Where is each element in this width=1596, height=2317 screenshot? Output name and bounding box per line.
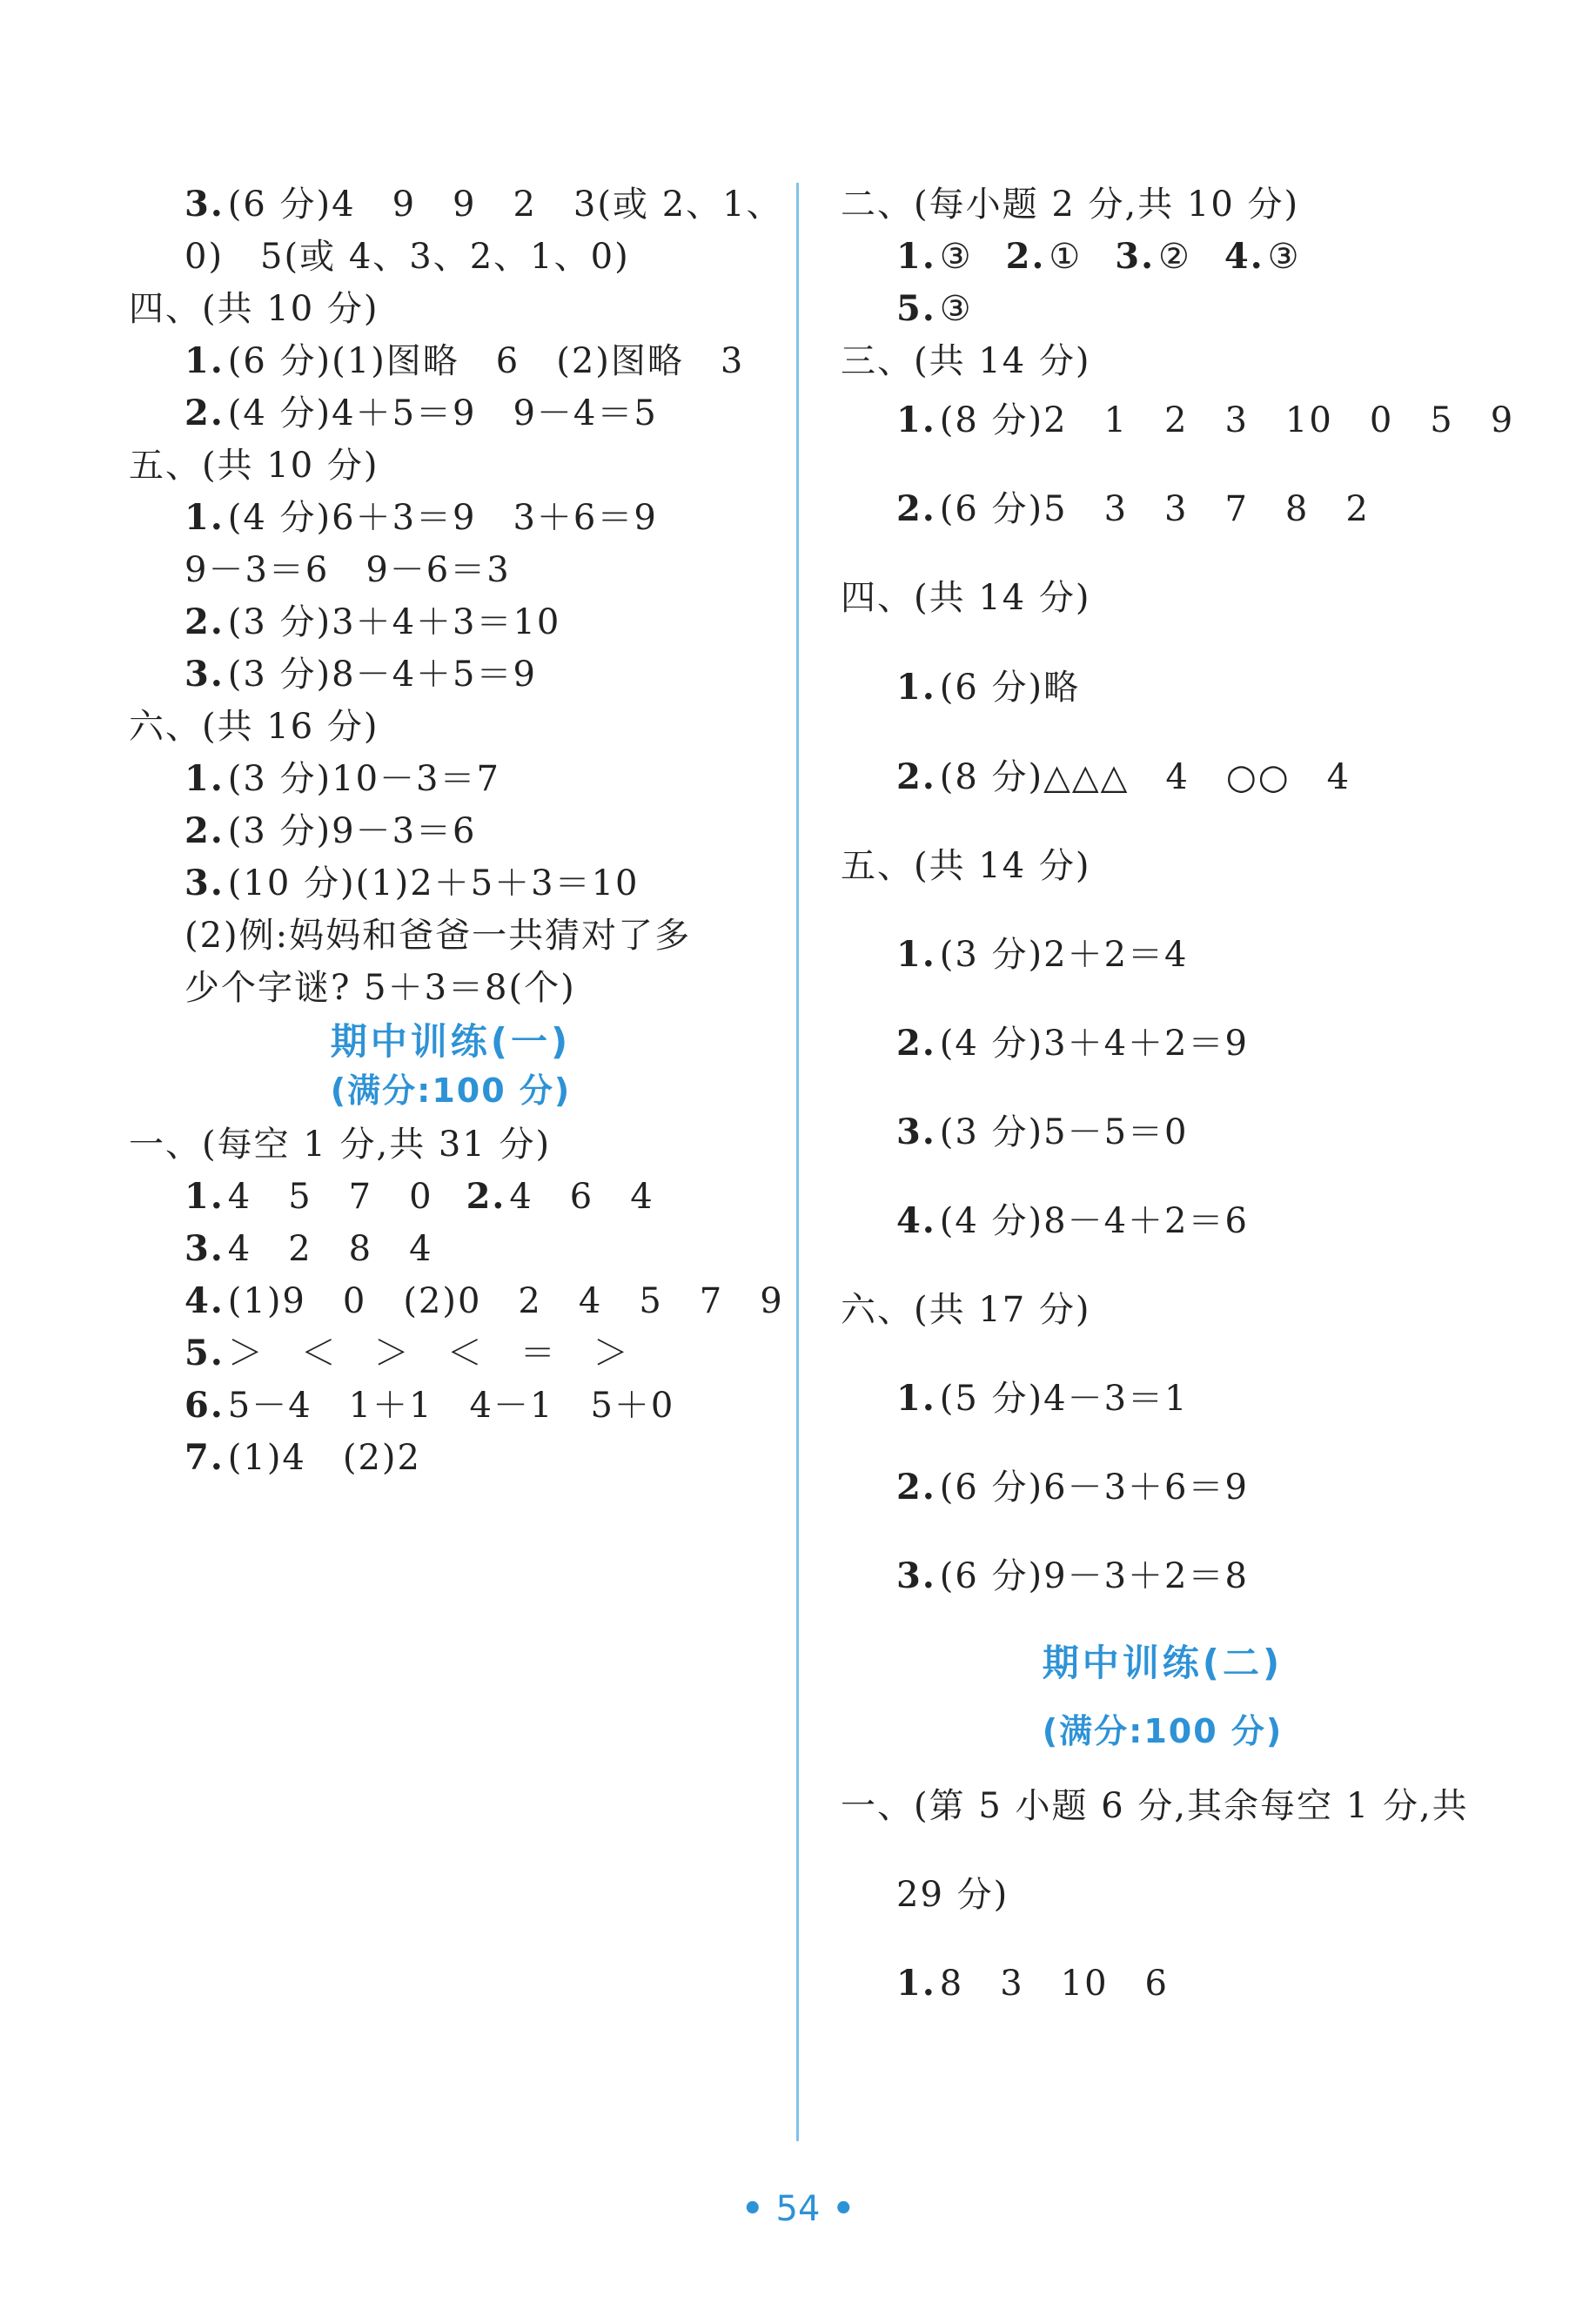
footer-dot: •	[741, 2189, 764, 2229]
answer-line: 1. (6 分)略	[896, 667, 1081, 708]
column-divider	[796, 183, 799, 2141]
answer-line: 2. (4 分)3＋4＋2＝9	[896, 1023, 1249, 1064]
section-heading: 六、(共 16 分)	[129, 707, 379, 747]
section-heading: 四、(共 10 分)	[129, 289, 379, 329]
answer-line: 7. (1)4 (2)2	[184, 1437, 421, 1478]
answer-line: 5. ③	[896, 288, 973, 329]
section-heading: 一、(每空 1 分,共 31 分)	[129, 1125, 552, 1165]
exam-2-subtitle: (满分:100 分)	[1042, 1712, 1284, 1750]
section-heading: 四、(共 14 分)	[841, 578, 1091, 618]
section-heading: 二、(每小题 2 分,共 10 分)	[841, 185, 1300, 225]
answer-line: 1. 4 5 7 0 2. 4 6 4	[184, 1176, 654, 1217]
footer-dot: •	[832, 2189, 855, 2229]
answer-line: 2. (6 分)6－3＋6＝9	[896, 1467, 1249, 1508]
answer-line: 1. (3 分)10－3＝7	[184, 758, 500, 799]
answer-line: 3. (10 分)(1)2＋5＋3＝10	[184, 863, 640, 903]
answer-line: 2. (3 分)9－3＝6	[184, 810, 477, 851]
answer-line: 4. (1)9 0 (2)0 2 4 5 7 9	[184, 1280, 784, 1321]
answer-line: 4. (4 分)8－4＋2＝6	[896, 1200, 1249, 1241]
answer-line: 1. (4 分)6＋3＝9 3＋6＝9	[184, 497, 658, 538]
answer-line: 2. (8 分)△△△ 4 ○○ 4	[896, 756, 1351, 797]
answer-line: 2. (3 分)3＋4＋3＝10	[184, 601, 561, 642]
section-heading: 五、(共 14 分)	[841, 846, 1091, 886]
answer-line: 6. 5－4 1＋1 4－1 5＋0	[184, 1385, 675, 1426]
answer-line: 9－3＝6 9－6＝3	[184, 550, 511, 590]
page-footer	[0, 2183, 1596, 2235]
page-number: 54	[775, 2189, 821, 2229]
answer-line: 29 分)	[896, 1875, 1009, 1915]
section-heading: 六、(共 17 分)	[841, 1290, 1091, 1330]
answer-line: 少个字谜? 5＋3＝8(个)	[184, 968, 576, 1008]
exam-1-subtitle: (满分:100 分)	[330, 1071, 572, 1110]
section-heading: 三、(共 14 分)	[841, 341, 1091, 381]
answer-line: 2. (4 分)4＋5＝9 9－4＝5	[184, 393, 658, 433]
exam-2-title: 期中训练(二)	[1042, 1642, 1284, 1684]
answer-line: 3. 4 2 8 4	[184, 1228, 433, 1269]
answer-line: 1. (5 分)4－3＝1	[896, 1378, 1189, 1419]
answer-line: 2. (6 分)5 3 3 7 8 2	[896, 488, 1370, 529]
answer-line: 1. (8 分)2 1 2 3 10 0 5 9	[896, 400, 1515, 440]
answer-line: (2)例:妈妈和爸爸一共猜对了多	[184, 916, 692, 956]
answer-line: 1. (3 分)2＋2＝4	[896, 934, 1189, 975]
answer-line: 3. (6 分)9－3＋2＝8	[896, 1555, 1249, 1596]
answer-line: 3. (3 分)8－4＋5＝9	[184, 654, 537, 695]
answer-line: 0) 5(或 4、3、2、1、0)	[184, 237, 630, 277]
answer-line: 1. (6 分)(1)图略 6 (2)图略 3	[184, 340, 745, 381]
answer-line: 1. 8 3 10 6	[896, 1963, 1170, 2004]
answer-line: 1. ③ 2. ① 3. ② 4. ③	[896, 236, 1301, 277]
answer-line: 5. ＞ ＜ ＞ ＜ ＝ ＞	[184, 1333, 630, 1373]
exam-1-title: 期中训练(一)	[330, 1020, 572, 1063]
answer-line: 3. (3 分)5－5＝0	[896, 1111, 1189, 1152]
answer-line: 3. (6 分)4 9 9 2 3(或 2、1、	[184, 184, 783, 225]
section-heading: 一、(第 5 小题 6 分,其余每空 1 分,共	[841, 1786, 1469, 1826]
section-heading: 五、(共 10 分)	[129, 446, 379, 486]
